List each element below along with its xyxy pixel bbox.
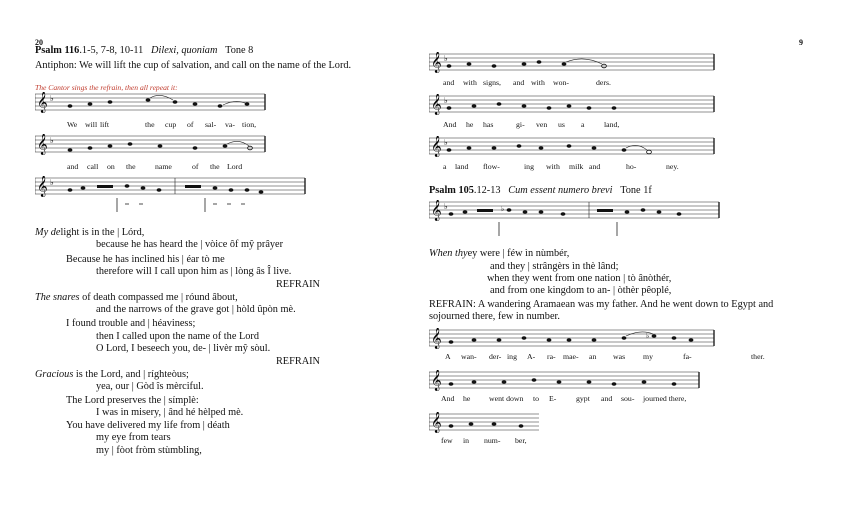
lyric: A- — [527, 352, 536, 361]
lyric: he — [463, 394, 471, 403]
svg-text:♭: ♭ — [444, 54, 448, 63]
verse-line: and they | strângèrs ìn thè lând; — [490, 261, 619, 272]
verse-line: my | fòot fròm stùmbling, — [96, 445, 202, 456]
lyric: signs, — [483, 78, 501, 87]
svg-text:𝄞: 𝄞 — [37, 92, 48, 113]
verse-initial: The snares — [35, 292, 80, 303]
refrain-marker: REFRAIN — [275, 356, 320, 367]
lyric: wan- — [461, 352, 477, 361]
svg-text:𝄞: 𝄞 — [431, 328, 442, 349]
lyric: mae- — [563, 352, 579, 361]
svg-text:♭: ♭ — [444, 202, 448, 211]
psalm-heading — [429, 185, 652, 197]
lyric: Lord — [227, 162, 243, 171]
refrain-marker: REFRAIN — [275, 279, 320, 290]
lyric: with — [546, 162, 560, 171]
lyric: va- — [225, 120, 235, 129]
svg-text:♭: ♭ — [444, 138, 448, 147]
lyric: lift — [100, 120, 110, 129]
lyric: ders. — [596, 78, 611, 87]
lyric: fa- — [683, 352, 692, 361]
lyric: num- — [484, 436, 501, 445]
left-page — [0, 0, 421, 512]
lyric: name — [155, 162, 172, 171]
refrain-text-line2: sojourned there, few in number. — [429, 311, 560, 322]
lyric: and — [443, 78, 455, 87]
svg-text:𝄞: 𝄞 — [431, 94, 442, 115]
verse-initial: My de — [35, 227, 61, 238]
lyric: and — [601, 394, 613, 403]
antiphon: Antiphon: We will lift the cup of salvation, and call on the name of the Lord. — [35, 60, 352, 71]
lyric: a — [581, 120, 585, 129]
svg-text:𝄞: 𝄞 — [431, 52, 442, 73]
lyric: won- — [553, 78, 570, 87]
lyric: And — [443, 120, 457, 129]
right-page — [421, 0, 843, 512]
verse-line: O Lord, I beseech you, de- | livèr mŷ sòul. — [96, 343, 271, 354]
lyric: land, — [604, 120, 620, 129]
lyric: gi- — [516, 120, 525, 129]
lyric: ney. — [666, 162, 679, 171]
lyric: E- — [549, 394, 557, 403]
verse-line: The Lord preserves the | símplè: — [66, 395, 199, 406]
svg-text:𝄞: 𝄞 — [37, 134, 48, 155]
lyric: sal- — [205, 120, 217, 129]
verse-line: and from one kingdom to an- | òthèr pêoplé, — [490, 285, 672, 296]
lyric: went down — [489, 394, 524, 403]
lyric: in — [463, 436, 470, 445]
verse-initial: Gracious — [35, 369, 74, 380]
psalm-tone: Tone 1f — [620, 185, 652, 196]
verse-text: of death compassed me | róund âbout, — [79, 292, 238, 303]
lyric: call — [87, 162, 99, 171]
psalm-tone: Tone 8 — [225, 45, 254, 56]
verse-text: is the Lord, and | ríghteòus; — [73, 369, 189, 380]
cantor-note: The Cantor sings the refrain, then all repeat it: — [35, 83, 178, 92]
lyric: my — [643, 352, 653, 361]
psalm-incipit: Cum essent numero brevi — [508, 185, 613, 196]
verse-line — [35, 292, 238, 304]
verse-line: then I called upon the name of the Lord — [96, 331, 259, 342]
verse-line — [35, 369, 189, 381]
svg-text:♭: ♭ — [50, 94, 54, 103]
verse-line: my eye from tears — [96, 432, 171, 443]
lyric: cup — [165, 120, 177, 129]
verse-line: and the narrows of the grave got | hòld ûpòn mè. — [96, 304, 296, 315]
lyric: sou- — [621, 394, 635, 403]
page-number: 20 — [35, 38, 43, 47]
lyric: and — [513, 78, 525, 87]
music-staff-r4 — [429, 200, 729, 240]
lyric: he — [466, 120, 474, 129]
lyric: was — [613, 352, 626, 361]
lyric: gypt — [576, 394, 590, 403]
svg-text:♭: ♭ — [50, 136, 54, 145]
page-number: 9 — [799, 38, 803, 47]
svg-text:♭: ♭ — [646, 332, 650, 340]
verse-line — [35, 227, 144, 239]
psalm-incipit: Dilexi, quoniam — [151, 45, 218, 56]
svg-text:♭: ♭ — [444, 96, 448, 105]
verse-line: yea, our | Gòd îs mèrciful. — [96, 381, 204, 392]
psalm-ref-bold: Psalm 105 — [429, 185, 474, 196]
lyric: the — [145, 120, 155, 129]
music-staff-3 — [35, 176, 310, 216]
svg-text:𝄞: 𝄞 — [37, 176, 48, 197]
lyric: ing — [524, 162, 534, 171]
lyric: will — [85, 120, 98, 129]
lyric: to — [533, 394, 540, 403]
lyric: ther. — [751, 352, 765, 361]
lyric: few — [441, 436, 453, 445]
svg-text:𝄞: 𝄞 — [431, 412, 442, 433]
svg-text:𝄞: 𝄞 — [431, 136, 442, 157]
svg-text:♭: ♭ — [50, 178, 54, 187]
verse-text: light is in the | Lórd, — [60, 227, 145, 238]
svg-text:𝄞: 𝄞 — [431, 200, 442, 221]
verse-line: You have delivered my life from | déath — [66, 420, 230, 431]
verse-line: therefore will I call upon him as | lòng âs Î live. — [96, 266, 292, 277]
lyric: the — [126, 162, 136, 171]
lyric: And — [441, 394, 455, 403]
lyric: ven — [536, 120, 548, 129]
lyric: ber, — [515, 436, 527, 445]
psalm-ref-rest: .12-13 — [473, 185, 501, 196]
psalm-ref-bold: Psalm 116 — [35, 45, 80, 56]
lyric: on — [107, 162, 115, 171]
lyric: has — [483, 120, 494, 129]
lyric: with — [531, 78, 545, 87]
lyric: journed there, — [643, 394, 687, 403]
psalm-ref-rest: .1-5, 7-8, 10-11 — [79, 45, 144, 56]
lyric: ing — [507, 352, 517, 361]
psalm-heading — [35, 45, 253, 57]
lyric: milk — [569, 162, 584, 171]
lyric: an — [589, 352, 597, 361]
lyric: with — [463, 78, 477, 87]
lyric: and — [589, 162, 601, 171]
lyric: the — [210, 162, 220, 171]
lyric: a — [443, 162, 447, 171]
lyric: and — [67, 162, 79, 171]
verse-line: when they went from one nation | tò ânòthér, — [487, 273, 672, 284]
lyric: tion, — [242, 120, 257, 129]
refrain-text-line1: REFRAIN: A wandering Aramaean was my father. And he went down to Egypt and — [429, 299, 774, 310]
lyric: ho- — [626, 162, 637, 171]
svg-text:♭: ♭ — [501, 205, 505, 213]
svg-text:𝄞: 𝄞 — [431, 370, 442, 391]
verse-text: ey were | féw ìn nùmbér, — [467, 248, 570, 259]
verse-line: Because he has inclined his | éar tò me — [66, 254, 225, 265]
verse-line — [429, 248, 569, 260]
verse-line: I found trouble and | héaviness; — [66, 318, 196, 329]
lyric: ra- — [547, 352, 556, 361]
lyric: We — [67, 120, 78, 129]
verse-line: I was in misery, | ând hé hèlped mè. — [96, 407, 244, 418]
lyric: of — [187, 120, 194, 129]
lyric: of — [192, 162, 199, 171]
lyric: flow- — [483, 162, 500, 171]
lyric: us — [558, 120, 565, 129]
verse-initial: When thy — [429, 248, 468, 259]
verse-line: because he has heard the | vòice ôf mŷ prâyer — [96, 239, 284, 250]
lyric: A — [445, 352, 451, 361]
lyric: land — [455, 162, 469, 171]
lyric: der- — [489, 352, 502, 361]
